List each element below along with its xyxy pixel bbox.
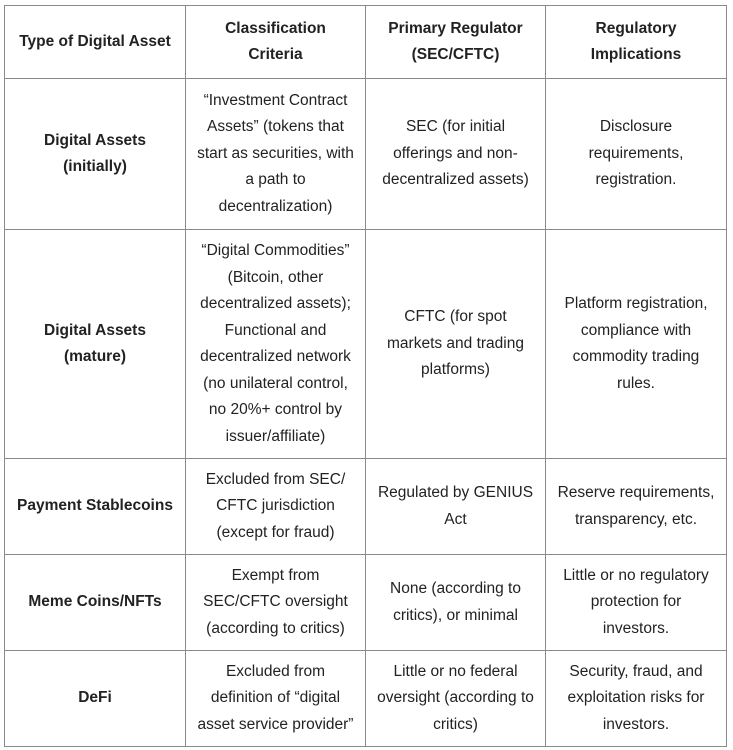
table-row [5, 555, 727, 651]
header-row [5, 6, 727, 79]
cell-criteria: Excluded from SEC/ CFTC jurisdiction (except for fraud) [186, 459, 366, 555]
regulation-table [4, 5, 727, 747]
table-row [5, 459, 727, 555]
table-row [5, 230, 727, 459]
table-row [5, 79, 727, 230]
cell-regulator: SEC (for initial offerings and non-decentralized assets) [366, 79, 546, 230]
header-regulator: Primary Regulator (SEC/CFTC) [366, 6, 546, 79]
cell-criteria: “Digital Commodities” (Bitcoin, other decentralized assets); Functional and decentralized network (no unilateral control, no 20%+ control by issuer/affiliate) [186, 230, 366, 459]
header-criteria: Classification Criteria [186, 6, 366, 79]
cell-criteria: Excluded from definition of “digital asset service provider” [186, 651, 366, 747]
header-implications: Regulatory Implications [546, 6, 727, 79]
cell-criteria: “Investment Contract Assets” (tokens that start as securities, with a path to decentralization) [186, 79, 366, 230]
cell-regulator: Little or no federal oversight (according to critics) [366, 651, 546, 747]
cell-type: Digital Assets (mature) [5, 230, 186, 459]
cell-implications: Platform registration, compliance with commodity trading rules. [546, 230, 727, 459]
cell-type: Meme Coins/NFTs [5, 555, 186, 651]
cell-regulator: CFTC (for spot markets and trading platforms) [366, 230, 546, 459]
cell-criteria: Exempt from SEC/CFTC oversight (according to critics) [186, 555, 366, 651]
cell-type: Payment Stablecoins [5, 459, 186, 555]
table-row [5, 651, 727, 747]
cell-implications: Little or no regulatory protection for investors. [546, 555, 727, 651]
cell-type: Digital Assets (initially) [5, 79, 186, 230]
cell-regulator: None (according to critics), or minimal [366, 555, 546, 651]
cell-implications: Security, fraud, and exploitation risks for investors. [546, 651, 727, 747]
header-type: Type of Digital Asset [5, 6, 186, 79]
cell-type: DeFi [5, 651, 186, 747]
cell-implications: Reserve requirements, transparency, etc. [546, 459, 727, 555]
cell-implications: Disclosure requirements, registration. [546, 79, 727, 230]
cell-regulator: Regulated by GENIUS Act [366, 459, 546, 555]
